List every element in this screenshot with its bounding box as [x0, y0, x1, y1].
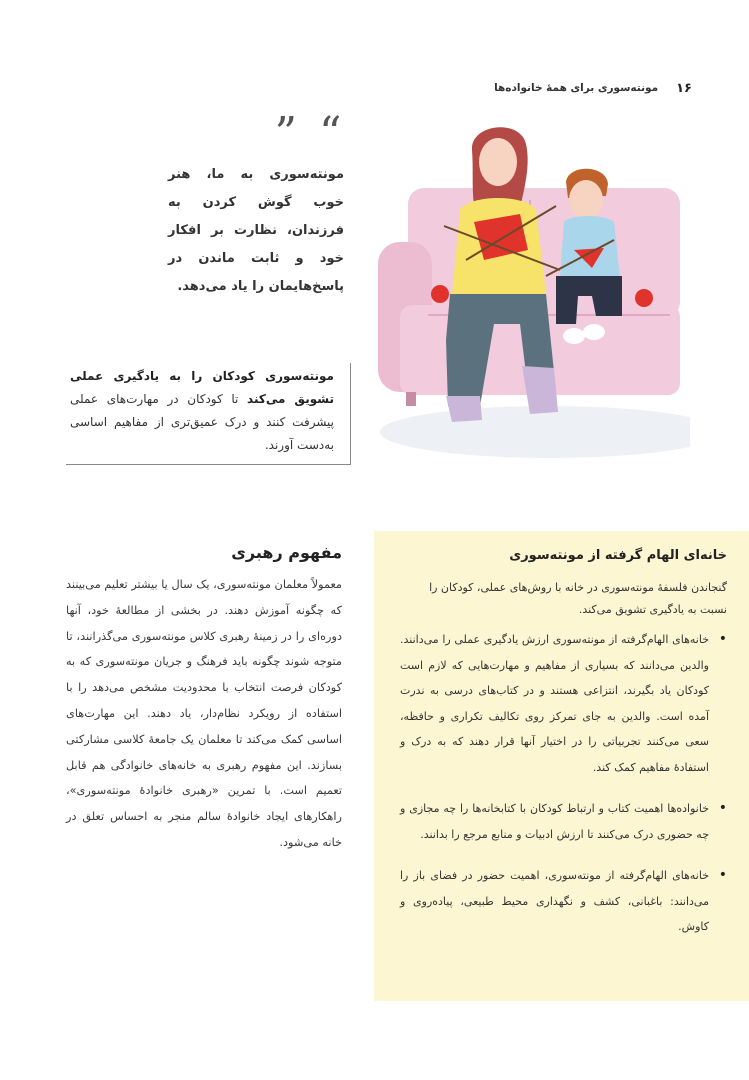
bullet-text: خانه‌های الهام‌گرفته از مونته‌سوری ارزش یادگیری عملی را می‌دانند. والدین می‌دانند که بسیاری از مفاهیم و مهارت‌هایی که لازم است کودکان یاد بگیرند، انتزاعی هستند و در کتاب‌های درسی به ندرت آمده است. والدین به جای تمرکز روی تکالیف تکراری و حافظه، سعی می‌کنند تجربیاتی را در اختیار آنها قرار دهند که به درک و استفادهٔ مفاهیم کمک کند.: [400, 633, 709, 774]
bullet-icon: •: [718, 800, 727, 816]
bullet-icon: •: [718, 631, 727, 647]
sidebar-intro: گنجاندن فلسفهٔ مونته‌سوری در خانه با روش‌های عملی، کودکان را نسبت به یادگیری تشویق می‌کند.: [429, 581, 727, 616]
bullet-icon: •: [718, 867, 727, 883]
pull-quote: مونته‌سوری به ما، هنر خوب گوش کردن به فرزندان، نظارت بر افکار خود و ثابت ماندن در پاسخ‌هایمان را یاد می‌دهد.: [168, 167, 344, 294]
leadership-section: [66, 540, 342, 856]
list-item: [400, 796, 727, 847]
callout-box: [66, 363, 351, 465]
running-book-title: مونته‌سوری برای همهٔ خانواده‌ها: [494, 82, 659, 94]
bullet-text: خانه‌های الهام‌گرفته از مونته‌سوری، اهمیت حضور در فضای باز را می‌دانند: باغبانی، کشف و نگهداری محیط طبیعی، پیاده‌روی و کاوش.: [400, 869, 709, 933]
quote-marks-icon: “ ”: [274, 108, 346, 159]
sidebar-title: خانه‌ای الهام گرفته از مونته‌سوری: [509, 548, 727, 563]
mother-child-knitting-illustration: [370, 110, 690, 460]
section-body: معمولاً معلمان مونته‌سوری، یک سال یا بیشتر تعلیم می‌بینند که چگونه آموزش دهند. در بخشی از مطالعهٔ خود، آنها دوره‌ای را در زمینهٔ رهبری کلاس مونته‌سوری می‌گذرانند، تا متوجه شوند چگونه باید فرهنگ و جریان مونته‌سوری که به کودکان فرصت انتخاب با محدودیت مشخص می‌دهد را با استفاده از رویکرد نظام‌دار، یاد دهند. این مهارت‌های اساسی کمک می‌کند تا معلمان یک جامعهٔ کلاسی مشارکتی بسازند. این مفهوم رهبری به خانه‌های خانوادگی هم قابل تعمیم است. با تمرین «رهبری خانوادهٔ مونته‌سوری»، راهکارهای ایجاد خانوادهٔ سالم منجر به احساس تعلق در خانه می‌شود.: [66, 578, 342, 849]
callout-bold-text: مونته‌سوری کودکان را به یادگیری عملی تشویق می‌کند: [70, 369, 334, 406]
list-item: [400, 627, 727, 780]
page-number: ۱۶: [676, 80, 692, 96]
sidebar-box: [374, 531, 749, 1001]
sidebar-bullet-list: [400, 627, 727, 940]
section-title: مفهوم رهبری: [231, 543, 342, 562]
list-item: [400, 863, 727, 940]
sofa-leg: [406, 392, 416, 406]
page-header: [470, 78, 692, 98]
floor-shadow: [380, 406, 690, 458]
callout-text: تا کودکان در مهارت‌های عملی پیشرفت کنند و درک عمیق‌تری از مفاهیم اساسی به‌دست آورند.: [70, 392, 334, 452]
bullet-text: خانواده‌ها اهمیت کتاب و ارتباط کودکان با کتابخانه‌ها را چه مجازی و چه حضوری درک می‌کنند تا ارزش ادبیات و منابع مرجع را بدانند.: [400, 802, 709, 841]
